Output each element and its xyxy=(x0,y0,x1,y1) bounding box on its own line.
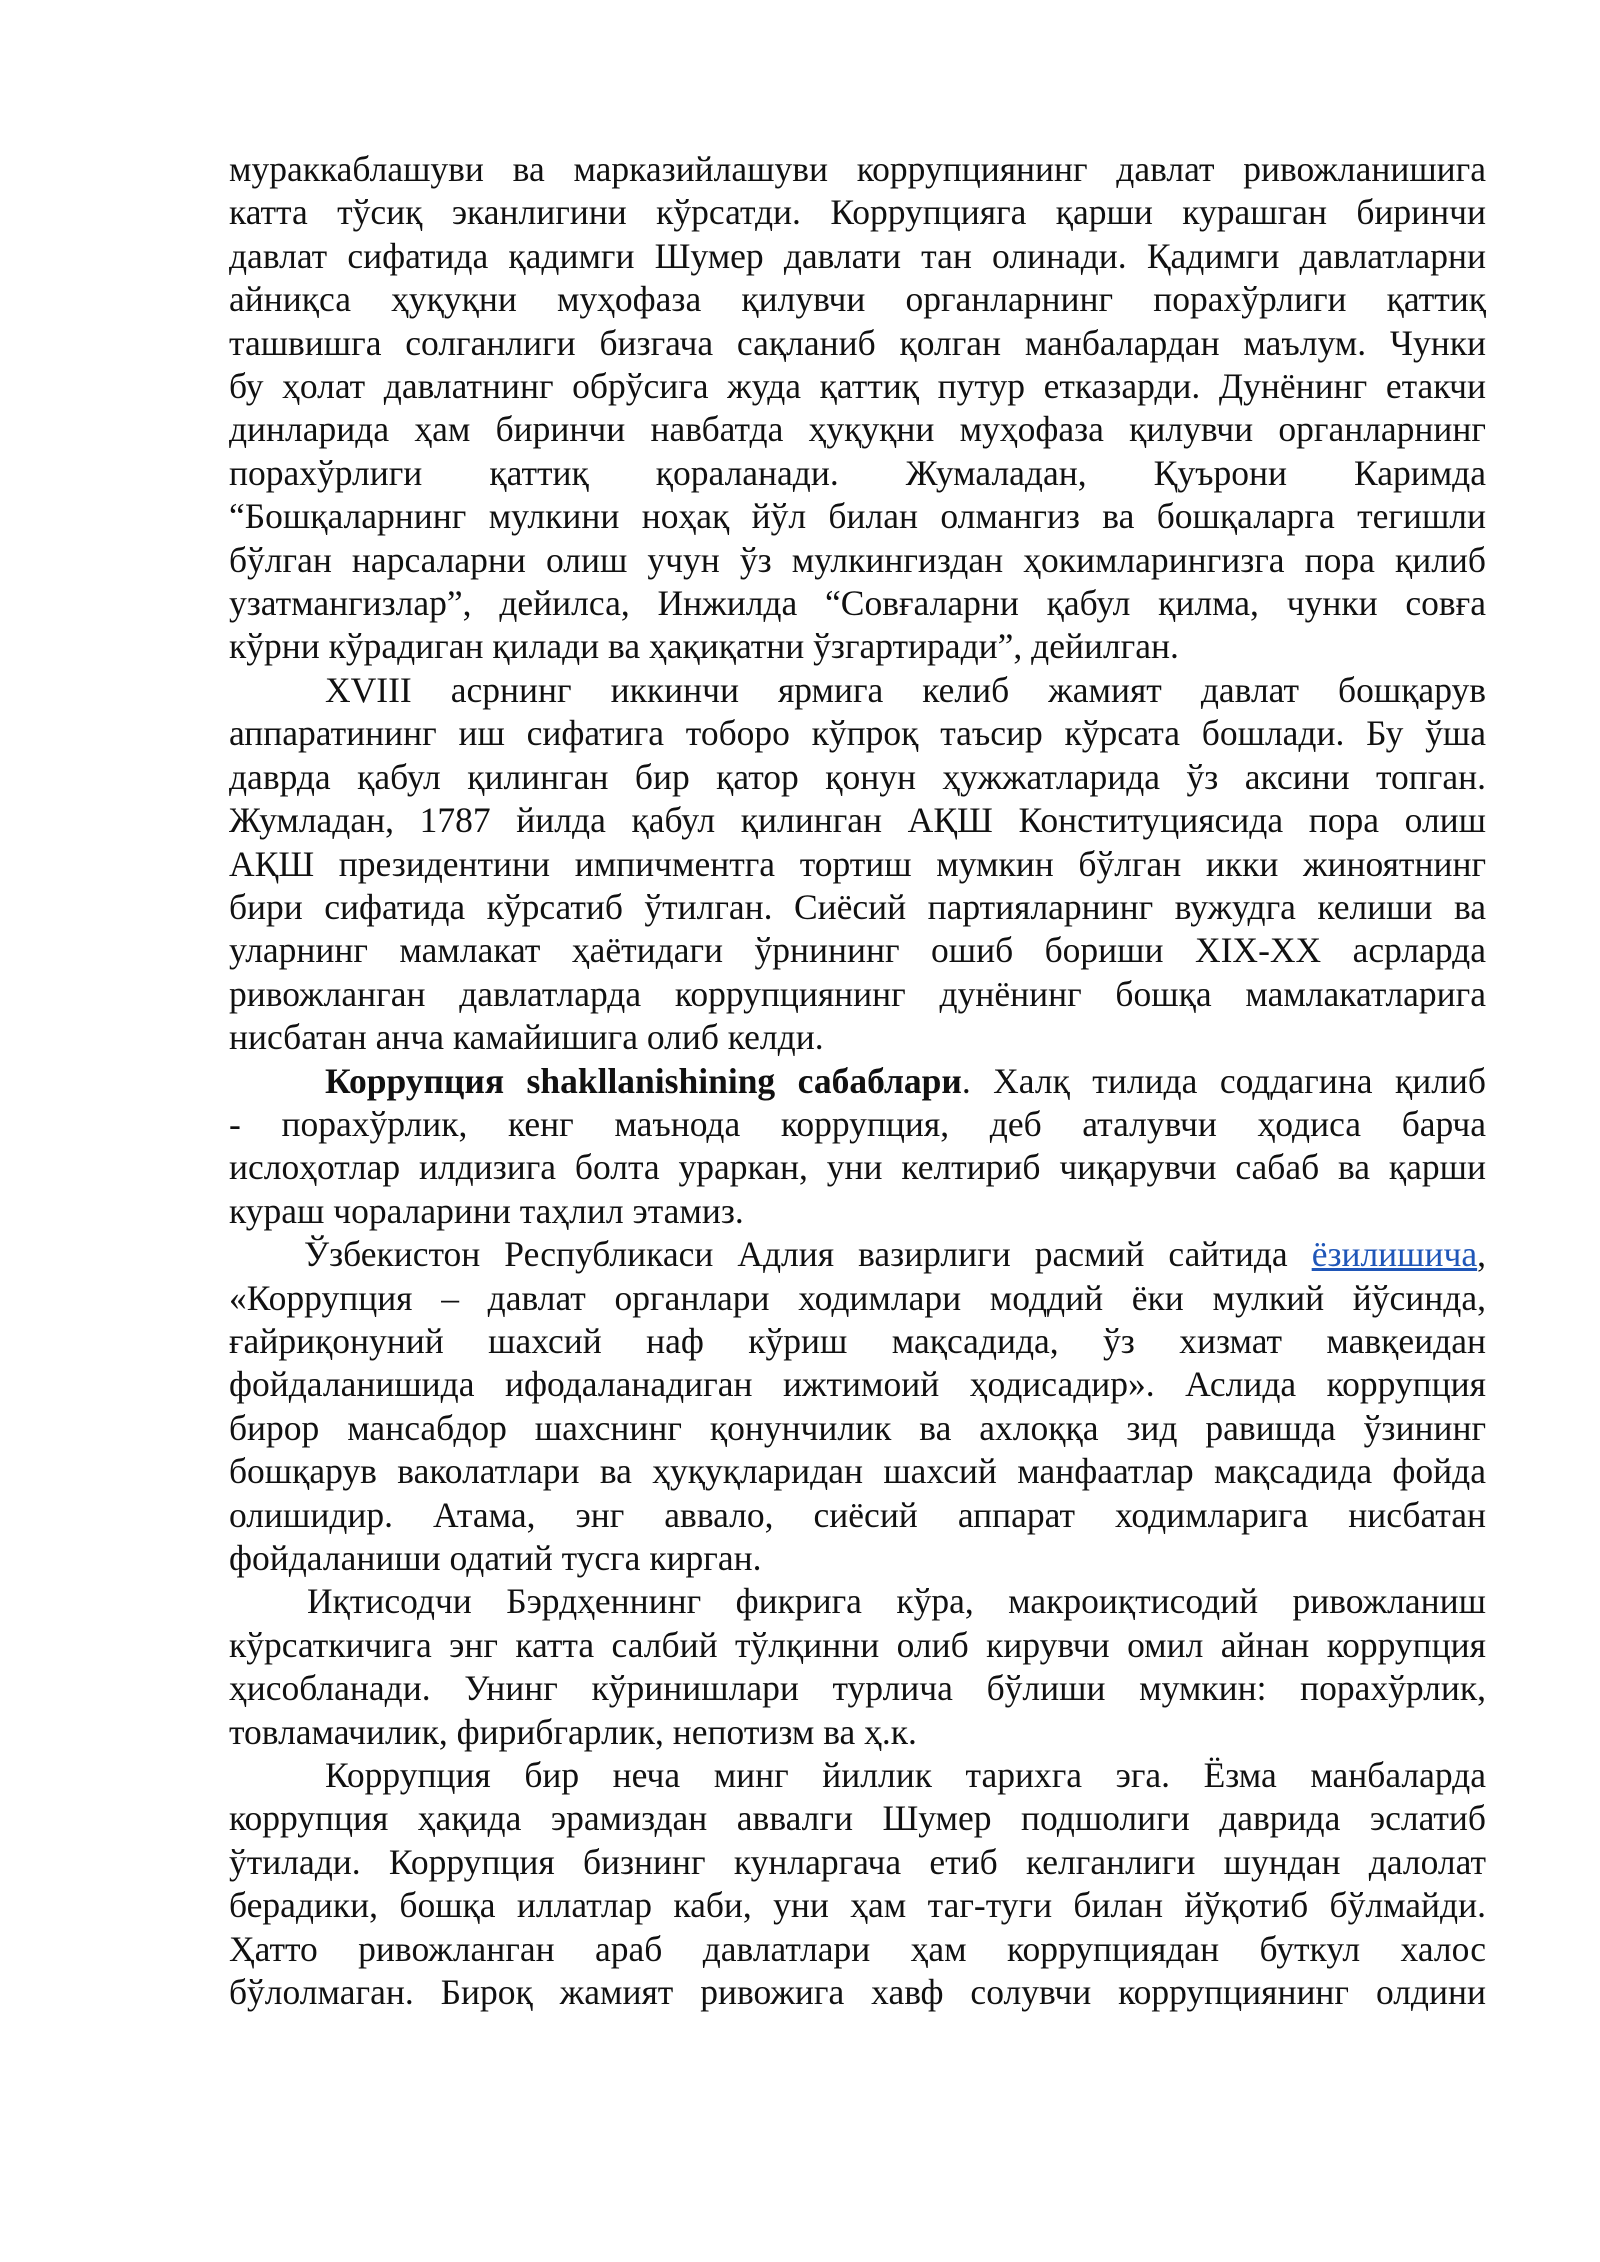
text-line: «Коррупция – давлат органлари ходимлари моддий ёки мулкий йўсинда, xyxy=(229,1277,1486,1318)
text-line xyxy=(229,1060,1486,1103)
text-line xyxy=(229,1233,1486,1276)
text-line: бири сифатида кўрсатиб ўтилган. Сиёсий партияларнинг вужудга келиши ва xyxy=(229,886,1486,927)
text-line: ғайриқонуний шахсий наф кўриш мақсадида, ўз хизмат мавқеидан xyxy=(229,1320,1486,1361)
text-line: ривожланган давлатларда коррупциянинг дунёнинг бошқа мамлакатларига xyxy=(229,973,1486,1014)
text-line: кўрсаткичига энг катта салбий тўлқинни олиб кирувчи омил айнан коррупция xyxy=(229,1624,1486,1665)
text-line: Иқтисодчи Бэрдҳеннинг фикрига кўра, макроиқтисодий ривожланиш xyxy=(307,1581,1486,1622)
paragraph-2 xyxy=(229,669,1486,1060)
text-line: коррупция ҳақида эрамиздан аввалги Шумер подшолиги даврида эслатиб xyxy=(229,1798,1486,1839)
text-line: бўлолмаган. Бироқ жамият ривожига хавф солувчи коррупциянинг олдини xyxy=(229,1972,1486,2013)
text-line: кўрни кўрадиган қилади ва ҳақиқатни ўзгартиради”, дейилган. xyxy=(229,626,1179,667)
text-line: XVIII асрнинг иккинчи ярмига келиб жамият давлат бошқарув xyxy=(325,669,1486,710)
text-line: уларнинг мамлакат ҳаётидаги ўрнининг ошиб бориши XIX-XX асрларда xyxy=(229,930,1486,971)
text-line: Ҳатто ривожланган араб давлатлари ҳам коррупциядан буткул халос xyxy=(229,1928,1486,1969)
text-line: бу ҳолат давлатнинг обрўсига жуда қаттиқ путур етказарди. Дунёнинг етакчи xyxy=(229,366,1486,407)
text-line: ташвишга солганлиги бизгача сақланиб қолган манбалардан маълум. Чунки xyxy=(229,322,1486,363)
text-line: аппаратининг иш сифатига тоборо кўпроқ таъсир кўрсата бошлади. Бу ўша xyxy=(229,713,1486,754)
text-line: кураш чораларини таҳлил этамиз. xyxy=(229,1190,744,1231)
paragraph-1 xyxy=(229,148,1486,669)
text-line: давлат сифатида қадимги Шумер давлати тан олинади. Қадимги давлатларни xyxy=(229,235,1486,276)
section-heading: Коррупция shakllanishining сабаблари xyxy=(325,1060,962,1101)
text-line: олишидир. Атама, энг аввало, сиёсий аппарат ходимларига нисбатан xyxy=(229,1494,1486,1535)
text-line: фойдаланиши одатий тусга кирган. xyxy=(229,1538,762,1578)
text-line: берадики, бошқа иллатлар каби, уни ҳам таг-туги билан йўқотиб бўлмайди. xyxy=(229,1885,1486,1926)
text-line: катта тўсиқ эканлигини кўрсатди. Коррупцияга қарши курашган биринчи xyxy=(229,192,1486,233)
text-line: узатмангизлар”, дейилса, Инжилда “Совғаларни қабул қилма, чунки совға xyxy=(229,583,1486,624)
text-line: “Бошқаларнинг мулкини ноҳақ йўл билан олмангиз ва бошқаларга тегишли xyxy=(229,496,1486,537)
paragraph-4 xyxy=(229,1233,1486,1580)
text-line: бирор мансабдор шахснинг қонунчилик ва ахлоққа зид равишда ўзининг xyxy=(229,1407,1486,1448)
text-line: бўлган нарсаларни олиш учун ўз мулкингиздан ҳокимларингизга пора қилиб xyxy=(229,539,1486,580)
document-page xyxy=(229,148,1486,2014)
text-line: айниқса ҳуқуқни муҳофаза қилувчи органларнинг порахўрлиги қаттиқ xyxy=(229,279,1486,320)
source-link[interactable]: ёзилишича xyxy=(1311,1234,1478,1275)
text-line: ҳисобланади. Унинг кўринишлари турлича бўлиши мумкин: порахўрлик, xyxy=(229,1668,1486,1709)
text-line: товламачилик, фирибгарлик, непотизм ва ҳ.к. xyxy=(229,1711,917,1752)
text-line: бошқарув ваколатлари ва ҳуқуқларидан шахсий манфаатлар мақсадида фойда xyxy=(229,1451,1486,1492)
line-suffix: , xyxy=(1477,1234,1486,1275)
text-line: Жумладан, 1787 йилда қабул қилинган АҚШ Конституциясида пора олиш xyxy=(229,800,1486,841)
text-line: ўтилади. Коррупция бизнинг кунларгача етиб келганлиги шундан далолат xyxy=(229,1841,1486,1882)
text-line: даврда қабул қилинган бир қатор қонун ҳужжатларида ўз аксини топган. xyxy=(229,756,1486,797)
paragraph-5 xyxy=(229,1580,1486,1754)
text-line: фойдаланишида ифодаланадиган ижтимоий ҳодисадир». Аслида коррупция xyxy=(229,1364,1486,1405)
text-line: нисбатан анча камайишига олиб келди. xyxy=(229,1017,824,1058)
text-line: АҚШ президентини импичментга тортиш мумкин бўлган икки жиноятнинг xyxy=(229,843,1486,884)
paragraph-3 xyxy=(229,1060,1486,1234)
heading-tail: . Халқ тилида соддагина қилиб xyxy=(961,1060,1486,1101)
text-line: порахўрлиги қаттиқ қораланади. Жумаладан, Қуърони Каримда xyxy=(229,452,1486,493)
text-line: мураккаблашуви ва марказийлашуви коррупциянинг давлат ривожланишига xyxy=(229,149,1486,189)
text-line: Коррупция бир неча минг йиллик тарихга эга. Ёзма манбаларда xyxy=(325,1755,1486,1796)
paragraph-6 xyxy=(229,1754,1486,2014)
line-prefix: Ўзбекистон Республикаси Адлия вазирлиги расмий сайтида xyxy=(304,1234,1312,1275)
text-line: ислоҳотлар илдизига болта ураркан, уни келтириб чиқарувчи сабаб ва қарши xyxy=(229,1147,1486,1188)
text-line: - порахўрлик, кенг маънода коррупция, деб аталувчи ҳодиса барча xyxy=(229,1103,1486,1144)
text-line: динларида ҳам биринчи навбатда ҳуқуқни муҳофаза қилувчи органларнинг xyxy=(229,409,1486,450)
